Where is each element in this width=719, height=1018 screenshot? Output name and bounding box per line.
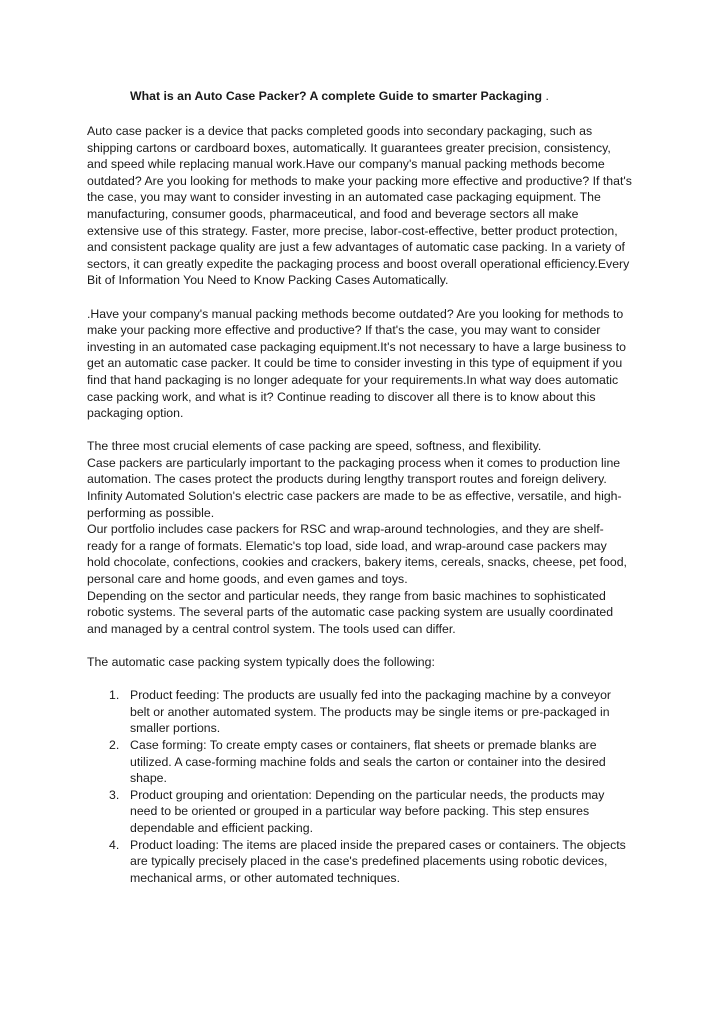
list-item-number: 2.: [109, 737, 120, 752]
list-item-text: Product grouping and orientation: Depending on the particular needs, the products may need to be oriented or grouped in a particular way before packing. This step ensures dependable and efficient packing.: [130, 787, 605, 835]
list-item: [109, 787, 633, 837]
list-item-number: 3.: [109, 787, 120, 802]
portfolio-paragraph: Our portfolio includes case packers for RSC and wrap-around technologies, and they are shelf-ready for a range of formats. Elematic's top load, side load, and wrap-around case packers may hold chocolate, confections, cookies and crackers, bakery items, cereals, snacks, cheese, pet food, personal care and home goods, and even games and toys.: [87, 522, 627, 587]
steps-list: [87, 687, 633, 886]
paragraph-gap: [87, 637, 633, 654]
intro-paragraph: Auto case packer is a device that packs completed goods into secondary packaging, such as shipping cartons or cardboard boxes, automatically. It guarantees greater precision, consistency, and speed while replacing manual work.Have our company's manual packing methods become outdated? Are you looking for methods to make your packing more effective and productive? If that's the case, you may want to consider investing in an automated case packaging equipment. The manufacturing, consumer goods, pharmaceutical, and food and beverage sectors all make extensive use of this strategy. Faster, more precise, labor-cost-effective, better product protection, and consistent package quality are just a few advantages of automatic case packing. In a variety of sectors, it can greatly expedite the packaging process and boost overall operational efficiency.Every Bit of Information You Need to Know Packing Cases Automatically.: [87, 124, 632, 288]
list-item: [109, 687, 633, 737]
list-item: [109, 837, 633, 887]
document-title: [130, 88, 633, 105]
list-item: [109, 737, 633, 787]
document-page: [87, 88, 633, 886]
paragraph-gap: [87, 422, 633, 439]
automation-paragraph: Case packers are particularly important to the packaging process when it comes to production line automation. The cases protect the products during lengthy transport routes and foreign delivery. Infinity Automated Solution's electric case packers are made to be as effective, versatile, and high-performing as possible.: [87, 455, 622, 520]
crucial-elements-line: The three most crucial elements of case packing are speed, softness, and flexibility.: [87, 439, 542, 454]
list-item-number: 4.: [109, 837, 120, 852]
list-item-text: Case forming: To create empty cases or containers, flat sheets or premade blanks are utilized. A case-forming machine folds and seals the carton or container into the desired shape.: [130, 737, 606, 786]
second-paragraph: .Have your company's manual packing methods become outdated? Are you looking for methods to make your packing more effective and productive? If that's the case, you may want to consider investing in an automated case packaging equipment.It's not necessary to have a large business to get an automatic case packer. It could be time to consider investing in this type of equipment if you find that hand packaging is no longer adequate for your requirements.In what way does automatic case packing work, and what is it? Continue reading to discover all there is to know about this packaging option.: [87, 306, 626, 421]
paragraph-gap: [87, 289, 633, 306]
paragraph-gap: [87, 671, 633, 688]
systems-paragraph: Depending on the sector and particular needs, they range from basic machines to sophisticated robotic systems. The several parts of the automatic case packing system are usually coordinated and managed by a central control system. The tools used can differ.: [87, 588, 614, 636]
title-trailing-dot: .: [542, 89, 549, 103]
list-item-text: Product loading: The items are placed inside the prepared cases or containers. The objects are typically precisely placed in the case's predefined placements using robotic devices, mechanical arms, or other automated techniques.: [130, 837, 626, 885]
list-item-number: 1.: [109, 688, 120, 703]
list-item-text: Product feeding: The products are usually fed into the packaging machine by a conveyor belt or another automated system. The products may be single items or pre-packaged in smaller portions.: [130, 688, 612, 736]
title-text: What is an Auto Case Packer? A complete Guide to smarter Packaging: [130, 89, 543, 103]
list-intro: The automatic case packing system typically does the following:: [87, 655, 435, 669]
